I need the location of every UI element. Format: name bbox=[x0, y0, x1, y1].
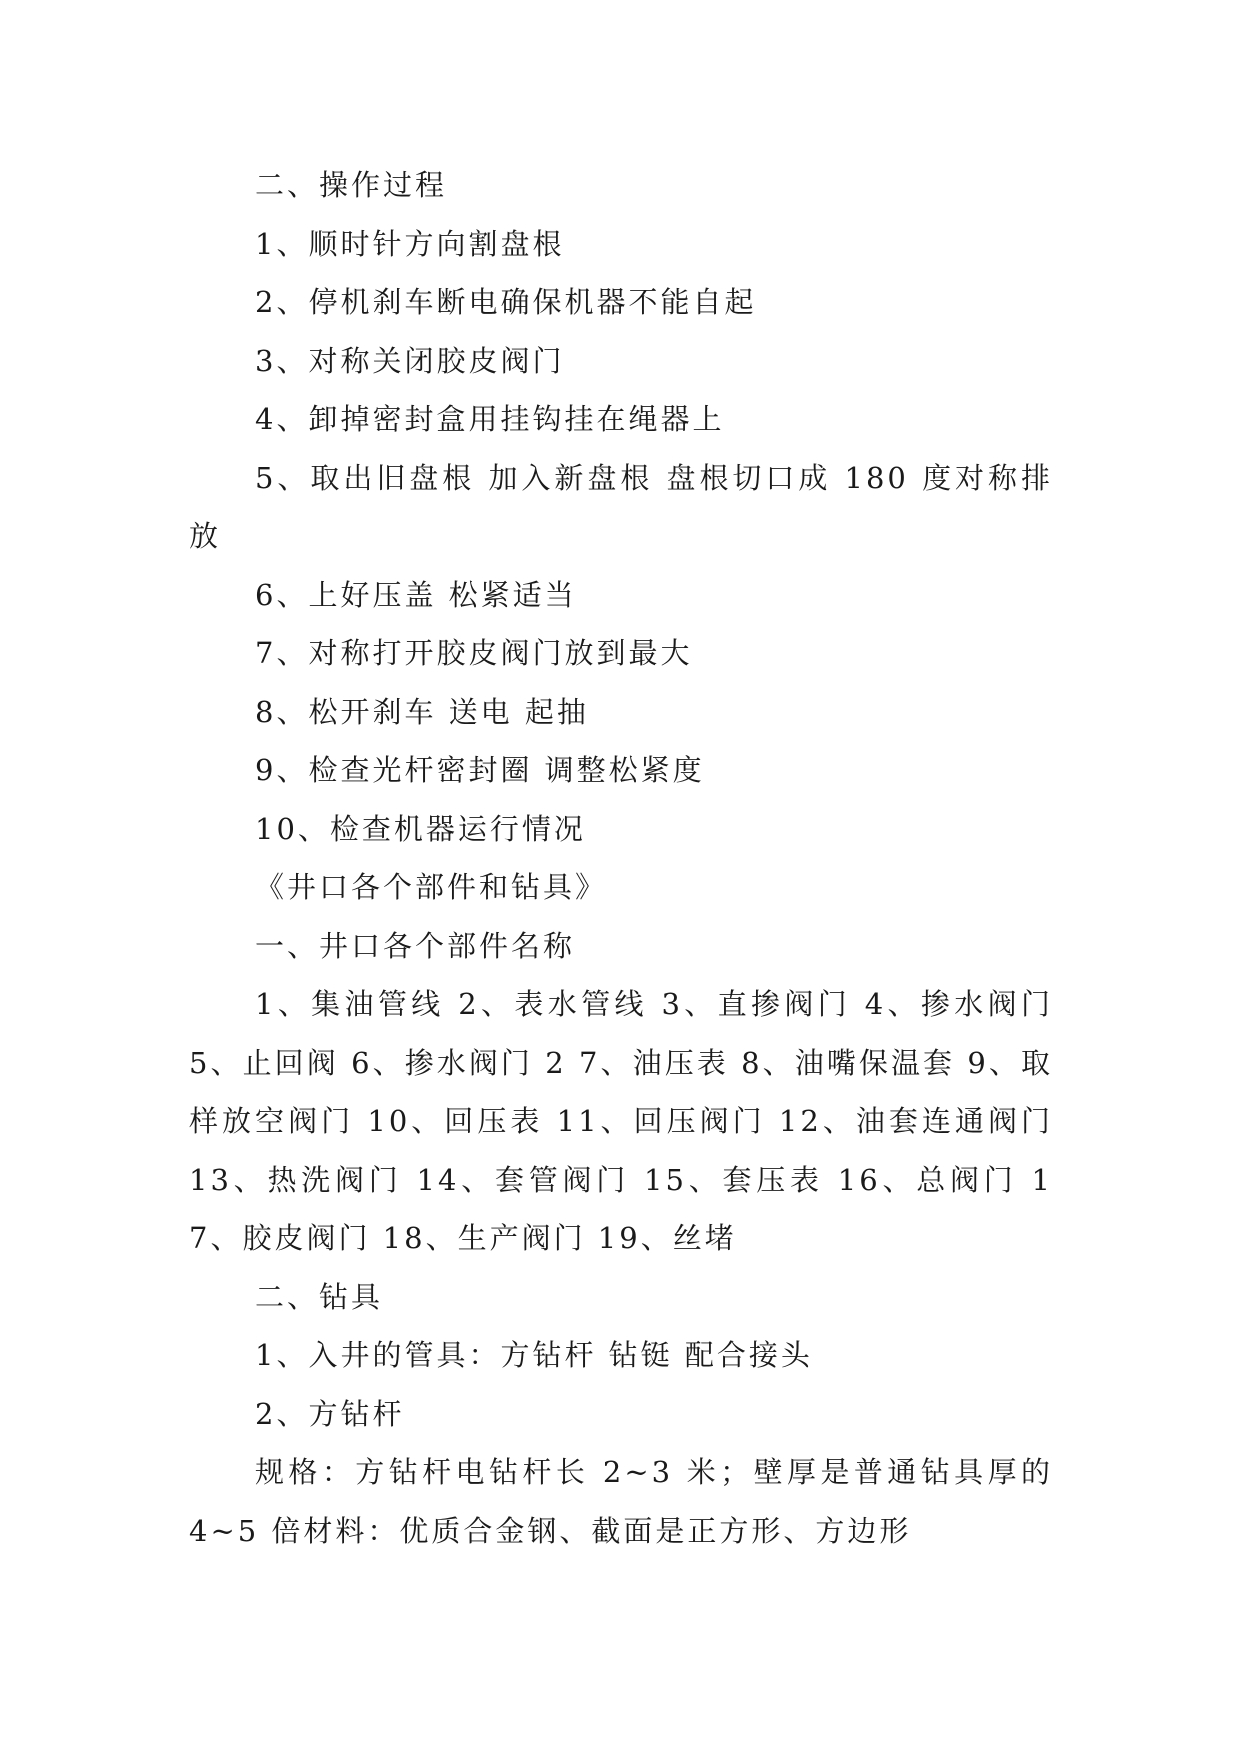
drilling-tools-item: 2、方钻杆 bbox=[255, 1396, 405, 1431]
wellhead-title: 《井口各个部件和钻具》 bbox=[255, 870, 608, 904]
step-item: 1、顺时针方向割盘根 bbox=[255, 226, 565, 261]
step-item: 4、卸掉密封盒用挂钩挂在绳器上 bbox=[255, 402, 725, 436]
step-item: 3、对称关闭胶皮阀门 bbox=[255, 343, 565, 378]
document-body bbox=[189, 156, 1053, 1560]
step-item: 6、上好压盖 松紧适当 bbox=[255, 577, 577, 612]
step-item: 2、停机刹车断电确保机器不能自起 bbox=[255, 285, 757, 319]
wellhead-part-one-heading: 一、井口各个部件名称 bbox=[255, 928, 576, 963]
drilling-tools-heading: 二、钻具 bbox=[255, 1279, 384, 1314]
wellhead-parts-list: 1、集油管线 2、表水管线 3、直掺阀门 4、掺水阀门 5、止回阀 6、掺水阀门 2 7、油压表 8、油嘴保温套 9、取样放空阀门 10、回压表 11、回压阀门 12、油套连通阀门 13、热洗阀门 14、套管阀门 15、套压表 16、总阀门 17、胶皮阀门 18、生产阀门 19、丝堵 bbox=[189, 987, 1053, 1255]
step-item-wrapped: 5、取出旧盘根 加入新盘根 盘根切口成 180 度对称排放 bbox=[189, 460, 1053, 553]
step-item: 9、检查光杆密封圈 调整松紧度 bbox=[255, 753, 705, 787]
step-item: 7、对称打开胶皮阀门放到最大 bbox=[255, 636, 693, 670]
step-item: 8、松开刹车 送电 起抽 bbox=[255, 694, 589, 729]
section-heading-operation: 二、操作过程 bbox=[255, 168, 448, 202]
step-item: 10、检查机器运行情况 bbox=[255, 811, 586, 846]
drilling-tools-item: 1、入井的管具：方钻杆 钻铤 配合接头 bbox=[255, 1338, 813, 1372]
kelly-spec-paragraph: 规格：方钻杆电钻杆长 2~3 米；壁厚是普通钻具厚的 4~5 倍材料：优质合金钢、截面是正方形、方边形 bbox=[189, 1455, 1053, 1548]
